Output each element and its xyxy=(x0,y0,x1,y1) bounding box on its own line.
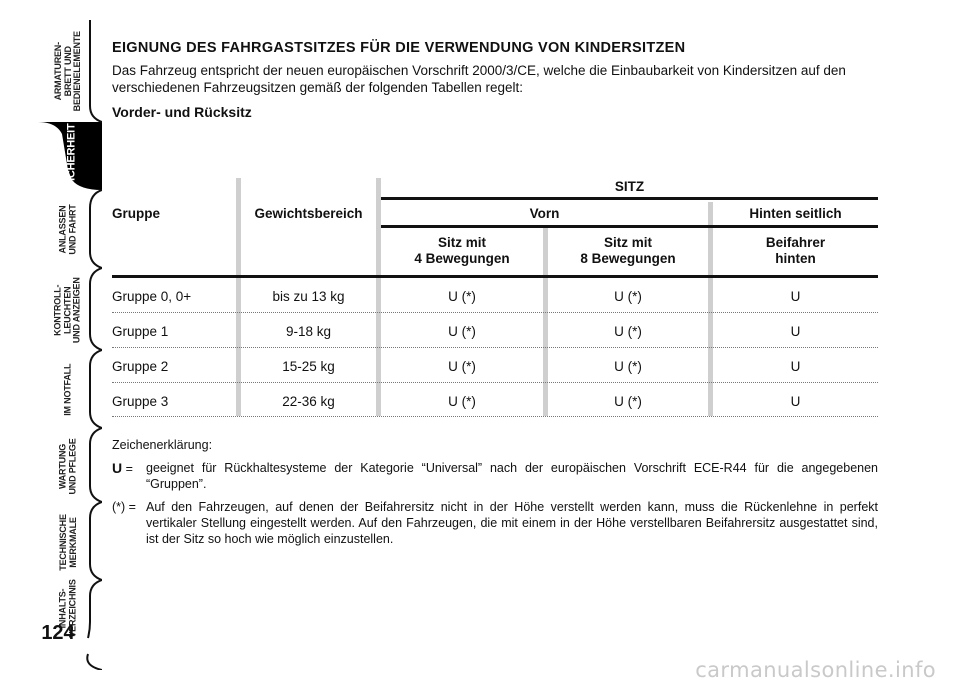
legend-text-u: geeignet für Rückhaltesysteme der Kategorie “Universal” nach der europäischen Vorschrift ECE-R44 für die angegebenen “Gruppen”. xyxy=(146,461,878,491)
table-cell-group: Gruppe 3 xyxy=(112,394,169,409)
table-cell-group: Gruppe 2 xyxy=(112,359,169,374)
legend-item-u xyxy=(112,460,878,492)
row-separator xyxy=(112,416,878,417)
legend-key-u: U = xyxy=(112,460,133,476)
legend-item-star xyxy=(112,499,878,547)
header-sitz-8-bewegungen: Sitz mit 8 Bewegungen xyxy=(580,235,676,266)
tab-im-notfall[interactable]: IM NOTFALL xyxy=(62,364,73,416)
legend-text-star: Auf den Fahrzeugen, auf denen der Beifahrersitz nicht in der Höhe verstellt werden kann, muss die Rückenlehne in perfekt vertikaler Stellung eingestellt werden. Auf den Fahrzeugen, die mit einem in der Höhe verstellbaren Beifahrersitz ausgestattet sind, ist der Sitz so hoch wie möglich einzustellen. xyxy=(146,500,878,546)
table-cell-seat4: U (*) xyxy=(448,324,476,339)
table-cell-weight: bis zu 13 kg xyxy=(272,289,345,304)
header-sitz-4-bewegungen: Sitz mit 4 Bewegungen xyxy=(414,235,510,266)
header-sitz: SITZ xyxy=(614,179,645,194)
table-cell-seat4: U (*) xyxy=(448,289,476,304)
table-cell-weight: 9-18 kg xyxy=(285,324,332,339)
table-cell-seat8: U (*) xyxy=(614,394,642,409)
main-content xyxy=(112,40,878,120)
header-beifahrer-hinten: Beifahrer hinten xyxy=(765,235,826,266)
tab-kontrollleuchten[interactable]: KONTROLL- LEUCHTEN UND ANZEIGEN xyxy=(52,277,82,343)
legend-key-star: (*) = xyxy=(112,500,136,514)
table-cell-seat8: U (*) xyxy=(614,324,642,339)
tab-inhaltsverzeichnis[interactable]: INHALTS- VERZEICHNIS xyxy=(57,578,77,638)
watermark: carmanualsonline.info xyxy=(695,658,936,682)
table-cell-group: Gruppe 1 xyxy=(112,324,169,339)
header-gewichtsbereich: Gewichtsbereich xyxy=(254,206,363,221)
tab-anlassen-und-fahrt[interactable]: ANLASSEN UND FAHRT xyxy=(57,203,77,255)
table-cell-seat4: U (*) xyxy=(448,394,476,409)
intro-paragraph: Das Fahrzeug entspricht der neuen europäischen Vorschrift 2000/3/CE, welche die Einbaubarkeit von Kindersitzen auf den verschiedenen Fahrzeugsitzen gemäß der folgenden Tabellen regelt: xyxy=(112,63,846,95)
legend xyxy=(112,437,878,547)
tab-technische-merkmale[interactable]: TECHNISCHE MERKMALE xyxy=(57,513,78,571)
chapter-tab-strip xyxy=(18,18,102,670)
page-title: EIGNUNG DES FAHRGASTSITZES FÜR DIE VERWENDUNG VON KINDERSITZEN xyxy=(112,40,686,56)
table-cell-weight: 15-25 kg xyxy=(282,359,335,374)
section-subtitle: Vorder- und Rücksitz xyxy=(112,104,252,120)
table-cell-group: Gruppe 0, 0+ xyxy=(112,289,192,304)
tab-sicherheit[interactable]: SICHERHEIT xyxy=(65,123,78,189)
table-cell-weight: 22-36 kg xyxy=(282,394,335,409)
table-cell-rear: U xyxy=(790,359,801,374)
row-separator xyxy=(112,312,878,313)
header-hinten-seitlich: Hinten seitlich xyxy=(749,206,842,221)
header-gruppe: Gruppe xyxy=(112,206,161,221)
header-rule xyxy=(381,225,878,228)
header-vorn: Vorn xyxy=(529,206,560,221)
tab-wartung-und-pflege[interactable]: WARTUNG UND PFLEGE xyxy=(57,437,78,495)
tab-armaturenbrett[interactable]: ARMATUREN- BRETT UND BEDIENELEMENTE xyxy=(52,30,82,112)
header-rule xyxy=(381,197,878,200)
table-cell-rear: U xyxy=(790,324,801,339)
table-cell-rear: U xyxy=(790,394,801,409)
table-cell-seat8: U (*) xyxy=(614,359,642,374)
header-rule xyxy=(112,275,878,278)
row-separator xyxy=(112,382,878,383)
page-number: 124 xyxy=(41,622,75,644)
table-cell-rear: U xyxy=(790,289,801,304)
row-separator xyxy=(112,347,878,348)
child-seat-table xyxy=(112,176,878,420)
legend-heading: Zeichenerklärung: xyxy=(112,438,213,452)
table-cell-seat8: U (*) xyxy=(614,289,642,304)
table-cell-seat4: U (*) xyxy=(448,359,476,374)
